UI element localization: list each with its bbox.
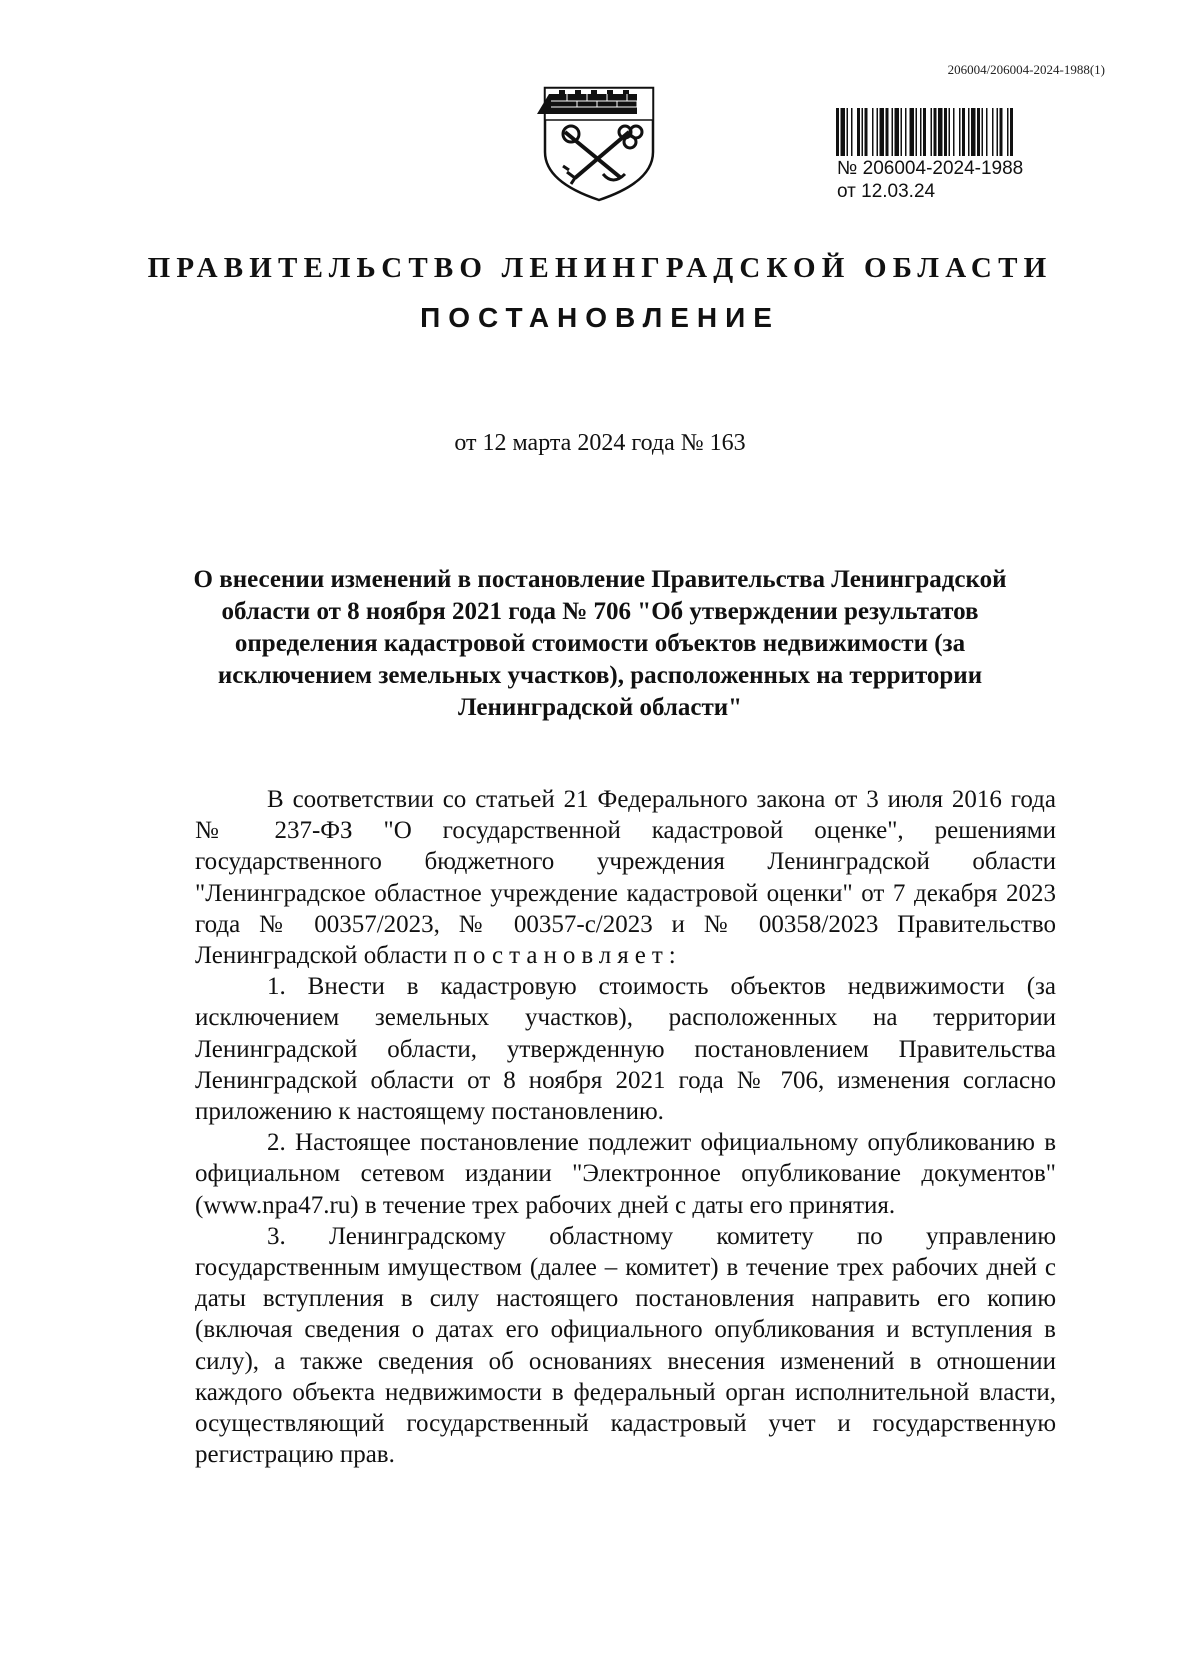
barcode-icon — [836, 108, 1080, 156]
reference-code: 206004/206004-2024-1988(1) — [947, 62, 1105, 77]
clause-1: 1. Внести в кадастровую стоимость объектов недвижимости (за исключением земельных участков), расположенных на территории Ленинградской области, утвержденную постановлением Правительства Ленинградской области от 8 ноября 2021 года № 706, изменения согласно приложению к настоящему постановлению. — [195, 973, 1056, 1126]
preamble — [195, 784, 1056, 971]
document-type: ПОСТАНОВЛЕНИЕ — [420, 302, 780, 333]
government-title: ПРАВИТЕЛЬСТВО ЛЕНИНГРАДСКОЙ ОБЛАСТИ — [147, 252, 1053, 284]
decree-word: постановляет: — [453, 942, 682, 970]
clause-2: 2. Настоящее постановление подлежит официальному опубликованию в официальном сетевом издании "Электронное опубликование документов" (www.npa47.ru) в течение трех рабочих дней с даты его принятия. — [195, 1129, 1056, 1219]
registration-date: от 12.03.24 — [837, 181, 936, 202]
clause-3: 3. Ленинградскому областному комитету по управлению государственным имуществом (далее – комитет) в течение трех рабочих дней с даты вступления в силу настоящего постановления направить его копию (включая сведения о датах его официального опубликования и вступления в силу), а также сведения об основаниях внесения изменений в отношении каждого объекта недвижимости в федеральный орган исполнительной власти, осуществляющий государственный кадастровый учет и государственную регистрацию прав. — [195, 1222, 1056, 1469]
coat-of-arms-icon — [537, 82, 661, 204]
preamble-text: В соответствии со статьей 21 Федерального закона от 3 июля 2016 года № 237-ФЗ "О государственной кадастровой оценке", решениями государственного бюджетного учреждения Ленинградской области "Ленинградское областное учреждение кадастровой оценки" от 7 декабря 2023 года № 00357/2023, № 00357-с/2023 и № 00358/2023 Правительство Ленинградской области — [195, 786, 1056, 970]
document-date: от 12 марта 2024 года № 163 — [454, 430, 746, 456]
document-body — [195, 784, 1056, 1470]
document-subject: О внесении изменений в постановление Правительства Ленинградской области от 8 ноября 2021 года № 706 "Об утверждении результатов определения кадастровой стоимости объектов недвижимости (за исключением земельных участков), расположенных на территории Ленинградской области" — [193, 566, 1007, 721]
registration-number: № 206004-2024-1988 — [837, 158, 1024, 179]
